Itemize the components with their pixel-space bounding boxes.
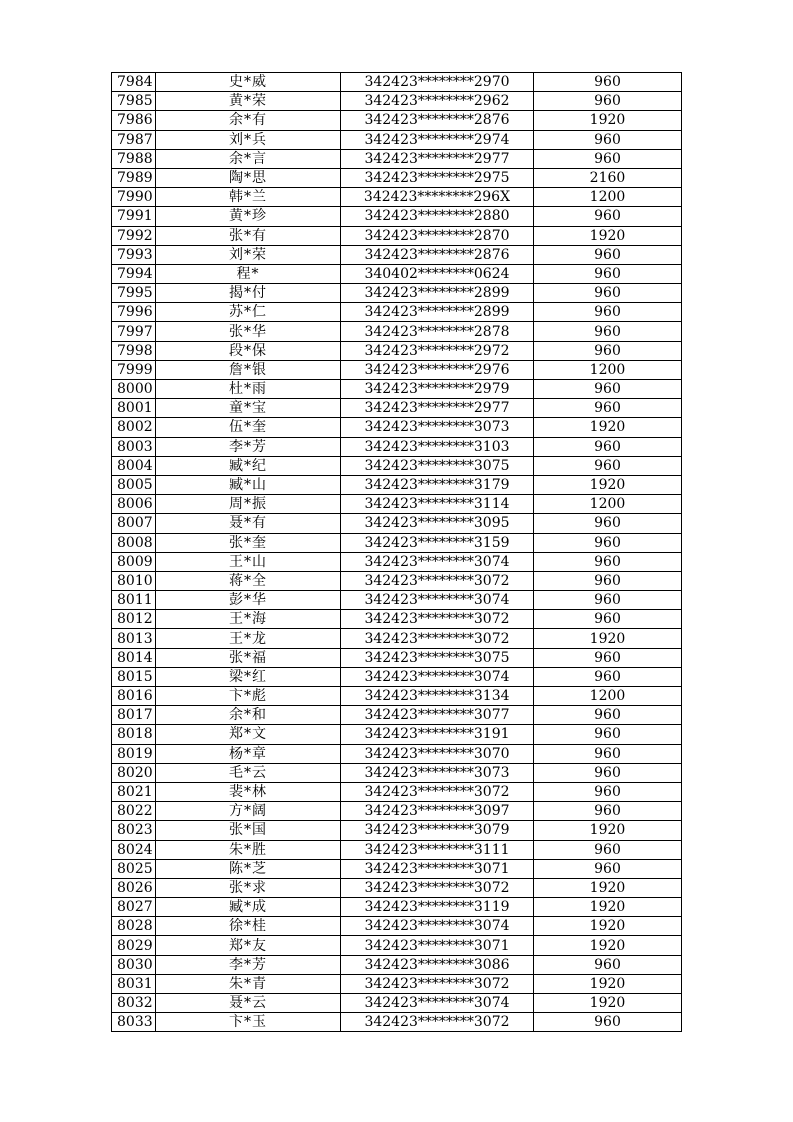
amount-cell: 960	[534, 667, 682, 686]
amount-cell: 960	[534, 571, 682, 590]
id-number-cell: 342423********3075	[341, 456, 534, 475]
name-cell: 周*振	[156, 495, 341, 514]
amount-cell: 960	[534, 284, 682, 303]
table-row	[112, 264, 682, 283]
table-row	[112, 456, 682, 475]
table-row	[112, 687, 682, 706]
amount-cell: 960	[534, 245, 682, 264]
row-number-cell: 7999	[112, 360, 156, 379]
row-number-cell: 7989	[112, 168, 156, 187]
table-row	[112, 380, 682, 399]
row-number-cell: 8015	[112, 667, 156, 686]
amount-cell: 1920	[534, 629, 682, 648]
table-row	[112, 936, 682, 955]
id-number-cell: 342423********2972	[341, 341, 534, 360]
id-number-cell: 342423********3077	[341, 706, 534, 725]
amount-cell: 960	[534, 859, 682, 878]
table-row	[112, 898, 682, 917]
id-number-cell: 342423********2962	[341, 92, 534, 111]
row-number-cell: 8030	[112, 955, 156, 974]
id-number-cell: 342423********3072	[341, 974, 534, 993]
row-number-cell: 7997	[112, 322, 156, 341]
table-row	[112, 226, 682, 245]
name-cell: 张*奎	[156, 533, 341, 552]
name-cell: 程*	[156, 264, 341, 283]
row-number-cell: 8005	[112, 475, 156, 494]
table-row	[112, 284, 682, 303]
name-cell: 陶*思	[156, 168, 341, 187]
id-number-cell: 342423********2979	[341, 380, 534, 399]
id-number-cell: 342423********3074	[341, 552, 534, 571]
table-row	[112, 840, 682, 859]
id-number-cell: 342423********3071	[341, 859, 534, 878]
name-cell: 聂*云	[156, 994, 341, 1013]
amount-cell: 960	[534, 744, 682, 763]
amount-cell: 1200	[534, 360, 682, 379]
amount-cell: 960	[534, 955, 682, 974]
amount-cell: 960	[534, 706, 682, 725]
row-number-cell: 8001	[112, 399, 156, 418]
row-number-cell: 7995	[112, 284, 156, 303]
name-cell: 李*芳	[156, 437, 341, 456]
amount-cell: 960	[534, 782, 682, 801]
amount-cell: 960	[534, 610, 682, 629]
name-cell: 韩*兰	[156, 188, 341, 207]
id-number-cell: 342423********3072	[341, 878, 534, 897]
amount-cell: 1920	[534, 898, 682, 917]
name-cell: 梁*红	[156, 667, 341, 686]
row-number-cell: 7993	[112, 245, 156, 264]
row-number-cell: 8033	[112, 1013, 156, 1032]
row-number-cell: 8006	[112, 495, 156, 514]
name-cell: 苏*仁	[156, 303, 341, 322]
name-cell: 郑*文	[156, 725, 341, 744]
row-number-cell: 8000	[112, 380, 156, 399]
amount-cell: 1920	[534, 475, 682, 494]
row-number-cell: 8028	[112, 917, 156, 936]
row-number-cell: 8027	[112, 898, 156, 917]
id-number-cell: 342423********2975	[341, 168, 534, 187]
row-number-cell: 8029	[112, 936, 156, 955]
id-number-cell: 342423********3073	[341, 763, 534, 782]
row-number-cell: 7987	[112, 130, 156, 149]
row-number-cell: 8008	[112, 533, 156, 552]
id-number-cell: 342423********2976	[341, 360, 534, 379]
table-row	[112, 994, 682, 1013]
id-number-cell: 342423********3086	[341, 955, 534, 974]
row-number-cell: 7991	[112, 207, 156, 226]
table-row	[112, 552, 682, 571]
name-cell: 童*宝	[156, 399, 341, 418]
id-number-cell: 342423********3179	[341, 475, 534, 494]
name-cell: 李*芳	[156, 955, 341, 974]
table-row	[112, 859, 682, 878]
table-row	[112, 744, 682, 763]
row-number-cell: 8003	[112, 437, 156, 456]
amount-cell: 1200	[534, 188, 682, 207]
row-number-cell: 8004	[112, 456, 156, 475]
amount-cell: 1920	[534, 878, 682, 897]
row-number-cell: 8009	[112, 552, 156, 571]
row-number-cell: 8010	[112, 571, 156, 590]
amount-cell: 1200	[534, 495, 682, 514]
name-cell: 张*求	[156, 878, 341, 897]
table-row	[112, 149, 682, 168]
amount-cell: 1920	[534, 111, 682, 130]
table-row	[112, 245, 682, 264]
row-number-cell: 8024	[112, 840, 156, 859]
id-number-cell: 342423********2977	[341, 399, 534, 418]
id-number-cell: 342423********2899	[341, 303, 534, 322]
row-number-cell: 7985	[112, 92, 156, 111]
id-number-cell: 340402********0624	[341, 264, 534, 283]
name-cell: 余*和	[156, 706, 341, 725]
amount-cell: 960	[534, 264, 682, 283]
amount-cell: 960	[534, 207, 682, 226]
row-number-cell: 8018	[112, 725, 156, 744]
row-number-cell: 8002	[112, 418, 156, 437]
table-row	[112, 706, 682, 725]
amount-cell: 1920	[534, 974, 682, 993]
table-row	[112, 360, 682, 379]
name-cell: 伍*奎	[156, 418, 341, 437]
table-row	[112, 974, 682, 993]
table-row	[112, 821, 682, 840]
table-row	[112, 322, 682, 341]
id-number-cell: 342423********3074	[341, 591, 534, 610]
row-number-cell: 7996	[112, 303, 156, 322]
roster-table-body	[112, 73, 682, 1032]
row-number-cell: 8032	[112, 994, 156, 1013]
table-row	[112, 341, 682, 360]
amount-cell: 1920	[534, 821, 682, 840]
row-number-cell: 8016	[112, 687, 156, 706]
name-cell: 张*华	[156, 322, 341, 341]
id-number-cell: 342423********2870	[341, 226, 534, 245]
row-number-cell: 8013	[112, 629, 156, 648]
name-cell: 臧*山	[156, 475, 341, 494]
name-cell: 王*山	[156, 552, 341, 571]
row-number-cell: 8011	[112, 591, 156, 610]
amount-cell: 960	[534, 514, 682, 533]
name-cell: 臧*成	[156, 898, 341, 917]
amount-cell: 960	[534, 552, 682, 571]
id-number-cell: 342423********2876	[341, 245, 534, 264]
table-row	[112, 955, 682, 974]
row-number-cell: 8017	[112, 706, 156, 725]
name-cell: 余*有	[156, 111, 341, 130]
name-cell: 方*阔	[156, 802, 341, 821]
row-number-cell: 7984	[112, 73, 156, 92]
table-row	[112, 73, 682, 92]
id-number-cell: 342423********3079	[341, 821, 534, 840]
table-row	[112, 629, 682, 648]
amount-cell: 960	[534, 840, 682, 859]
id-number-cell: 342423********3111	[341, 840, 534, 859]
table-row	[112, 725, 682, 744]
id-number-cell: 342423********3072	[341, 610, 534, 629]
name-cell: 余*言	[156, 149, 341, 168]
table-row	[112, 591, 682, 610]
id-number-cell: 342423********3095	[341, 514, 534, 533]
amount-cell: 960	[534, 802, 682, 821]
name-cell: 张*国	[156, 821, 341, 840]
name-cell: 杨*章	[156, 744, 341, 763]
table-row	[112, 571, 682, 590]
table-row	[112, 303, 682, 322]
row-number-cell: 8022	[112, 802, 156, 821]
row-number-cell: 8012	[112, 610, 156, 629]
name-cell: 裴*林	[156, 782, 341, 801]
id-number-cell: 342423********2880	[341, 207, 534, 226]
id-number-cell: 342423********3159	[341, 533, 534, 552]
table-row	[112, 878, 682, 897]
id-number-cell: 342423********3072	[341, 782, 534, 801]
amount-cell: 1920	[534, 936, 682, 955]
amount-cell: 1920	[534, 917, 682, 936]
id-number-cell: 342423********3072	[341, 1013, 534, 1032]
id-number-cell: 342423********3134	[341, 687, 534, 706]
table-row	[112, 130, 682, 149]
table-row	[112, 111, 682, 130]
table-row	[112, 648, 682, 667]
name-cell: 刘*兵	[156, 130, 341, 149]
id-number-cell: 342423********2876	[341, 111, 534, 130]
row-number-cell: 8031	[112, 974, 156, 993]
table-row	[112, 475, 682, 494]
id-number-cell: 342423********2974	[341, 130, 534, 149]
row-number-cell: 7986	[112, 111, 156, 130]
id-number-cell: 342423********296X	[341, 188, 534, 207]
table-row	[112, 917, 682, 936]
amount-cell: 1920	[534, 994, 682, 1013]
table-row	[112, 168, 682, 187]
roster-table	[111, 72, 682, 1032]
amount-cell: 960	[534, 303, 682, 322]
id-number-cell: 342423********2878	[341, 322, 534, 341]
amount-cell: 960	[534, 533, 682, 552]
id-number-cell: 342423********3072	[341, 629, 534, 648]
table-row	[112, 763, 682, 782]
name-cell: 聂*有	[156, 514, 341, 533]
row-number-cell: 8023	[112, 821, 156, 840]
name-cell: 王*海	[156, 610, 341, 629]
row-number-cell: 7992	[112, 226, 156, 245]
row-number-cell: 8025	[112, 859, 156, 878]
id-number-cell: 342423********3071	[341, 936, 534, 955]
row-number-cell: 7990	[112, 188, 156, 207]
name-cell: 陈*芝	[156, 859, 341, 878]
id-number-cell: 342423********3119	[341, 898, 534, 917]
name-cell: 朱*胜	[156, 840, 341, 859]
row-number-cell: 8019	[112, 744, 156, 763]
amount-cell: 960	[534, 130, 682, 149]
table-row	[112, 92, 682, 111]
name-cell: 段*保	[156, 341, 341, 360]
row-number-cell: 8026	[112, 878, 156, 897]
amount-cell: 960	[534, 341, 682, 360]
amount-cell: 960	[534, 648, 682, 667]
amount-cell: 960	[534, 1013, 682, 1032]
table-row	[112, 802, 682, 821]
name-cell: 王*龙	[156, 629, 341, 648]
amount-cell: 1920	[534, 226, 682, 245]
amount-cell: 1200	[534, 687, 682, 706]
name-cell: 徐*桂	[156, 917, 341, 936]
table-row	[112, 418, 682, 437]
row-number-cell: 7988	[112, 149, 156, 168]
name-cell: 揭*付	[156, 284, 341, 303]
name-cell: 朱*青	[156, 974, 341, 993]
name-cell: 黄*珍	[156, 207, 341, 226]
row-number-cell: 8020	[112, 763, 156, 782]
row-number-cell: 8021	[112, 782, 156, 801]
amount-cell: 960	[534, 456, 682, 475]
amount-cell: 960	[534, 725, 682, 744]
name-cell: 郑*友	[156, 936, 341, 955]
name-cell: 毛*云	[156, 763, 341, 782]
name-cell: 臧*纪	[156, 456, 341, 475]
amount-cell: 960	[534, 437, 682, 456]
name-cell: 刘*荣	[156, 245, 341, 264]
id-number-cell: 342423********3114	[341, 495, 534, 514]
name-cell: 卞*彪	[156, 687, 341, 706]
amount-cell: 960	[534, 399, 682, 418]
table-row	[112, 514, 682, 533]
row-number-cell: 8007	[112, 514, 156, 533]
table-row	[112, 782, 682, 801]
table-row	[112, 533, 682, 552]
amount-cell: 960	[534, 591, 682, 610]
row-number-cell: 7994	[112, 264, 156, 283]
name-cell: 杜*雨	[156, 380, 341, 399]
name-cell: 蒋*全	[156, 571, 341, 590]
id-number-cell: 342423********3075	[341, 648, 534, 667]
id-number-cell: 342423********3070	[341, 744, 534, 763]
id-number-cell: 342423********2970	[341, 73, 534, 92]
id-number-cell: 342423********3074	[341, 994, 534, 1013]
table-row	[112, 1013, 682, 1032]
table-row	[112, 610, 682, 629]
id-number-cell: 342423********3073	[341, 418, 534, 437]
id-number-cell: 342423********3103	[341, 437, 534, 456]
id-number-cell: 342423********3074	[341, 917, 534, 936]
amount-cell: 960	[534, 322, 682, 341]
id-number-cell: 342423********2899	[341, 284, 534, 303]
table-row	[112, 207, 682, 226]
table-row	[112, 667, 682, 686]
table-row	[112, 188, 682, 207]
amount-cell: 960	[534, 73, 682, 92]
row-number-cell: 8014	[112, 648, 156, 667]
name-cell: 史*威	[156, 73, 341, 92]
name-cell: 张*有	[156, 226, 341, 245]
id-number-cell: 342423********3074	[341, 667, 534, 686]
name-cell: 彭*华	[156, 591, 341, 610]
amount-cell: 960	[534, 763, 682, 782]
name-cell: 卞*玉	[156, 1013, 341, 1032]
name-cell: 黄*荣	[156, 92, 341, 111]
name-cell: 张*福	[156, 648, 341, 667]
amount-cell: 1920	[534, 418, 682, 437]
amount-cell: 960	[534, 149, 682, 168]
amount-cell: 960	[534, 92, 682, 111]
id-number-cell: 342423********3191	[341, 725, 534, 744]
id-number-cell: 342423********3097	[341, 802, 534, 821]
amount-cell: 960	[534, 380, 682, 399]
name-cell: 詹*银	[156, 360, 341, 379]
table-row	[112, 399, 682, 418]
amount-cell: 2160	[534, 168, 682, 187]
id-number-cell: 342423********2977	[341, 149, 534, 168]
table-row	[112, 437, 682, 456]
table-row	[112, 495, 682, 514]
row-number-cell: 7998	[112, 341, 156, 360]
id-number-cell: 342423********3072	[341, 571, 534, 590]
